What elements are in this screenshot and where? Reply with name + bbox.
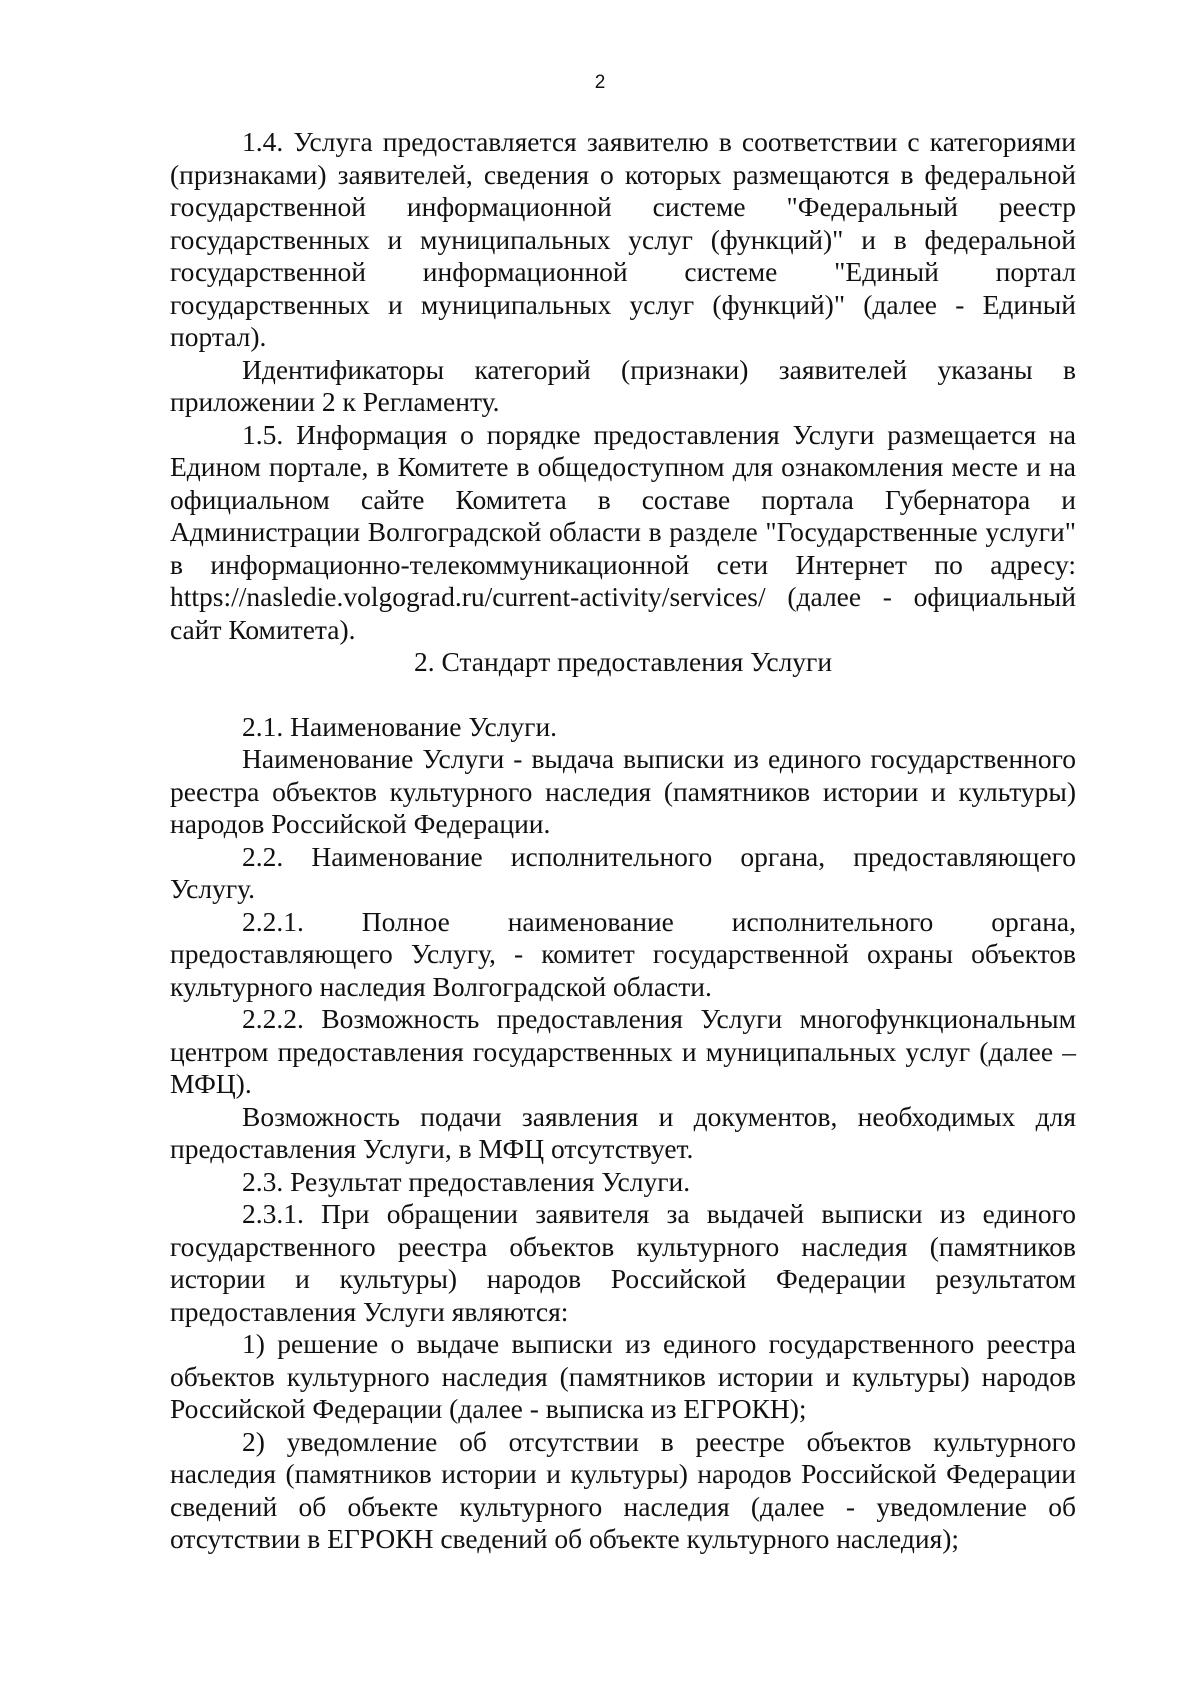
paragraph-2-2-2: 2.2.2. Возможность предоставления Услуги многофункциональным центром предоставления государственных и муниципальных услуг (далее – МФЦ). [170, 1003, 1076, 1099]
paragraph-2-3: 2.3. Результат предоставления Услуги. [242, 1165, 691, 1197]
paragraph-2-2: 2.2. Наименование исполнительного органа, предоставляющего Услугу. [170, 840, 1076, 904]
paragraph-2-2-1: 2.2.1. Полное наименование исполнительного органа, предоставляющего Услугу, - комитет государственной охраны объектов культурного наследия Волгоградской области. [170, 905, 1076, 1002]
paragraph-2-1: 2.1. Наименование Услуги. [242, 710, 558, 742]
paragraph-1-5: 1.5. Информация о порядке предоставления Услуги размещается на Едином портале, в Комитете в общедоступном для ознакомления месте и на официальном сайте Комитета в составе портала Губернатора и Администрации Волгоградской области в разделе "Государственные услуги" в информационно-телекоммуникационной сети Интернет по адресу: https://nasledie.volgograd.ru/current-activity/services/ (далее - официальный сайт Комитета). [170, 418, 1076, 645]
section-heading-2: 2. Стандарт предоставления Услуги [413, 646, 833, 677]
paragraph-2-3-1: 2.3.1. При обращении заявителя за выдачей выписки из единого государственного реестра объектов культурного наследия (памятников истории и культуры) народов Российской Федерации результатом предоставления Услуги являются: [170, 1198, 1076, 1327]
paragraph-applicant-identifiers: Идентификаторы категорий (признаки) заявителей указаны в приложении 2 к Регламенту. [170, 353, 1076, 417]
document-body [170, 126, 1076, 1556]
paragraph-mfc-submission: Возможность подачи заявления и документов, необходимых для предоставления Услуги, в МФЦ отсутствует. [170, 1100, 1076, 1164]
list-item-1: 1) решение о выдаче выписки из единого государственного реестра объектов культурного наследия (памятников истории и культуры) народов Российской Федерации (далее - выписка из ЕГРОКН); [170, 1328, 1076, 1424]
page-number: 2 [594, 72, 606, 93]
paragraph-service-name: Наименование Услуги - выдача выписки из единого государственного реестра объектов культурного наследия (памятников истории и культуры) народов Российской Федерации. [170, 743, 1076, 839]
paragraph-1-4: 1.4. Услуга предоставляется заявителю в соответствии с категориями (признаками) заявителей, сведения о которых размещаются в федеральной государственной информационной системе "Федеральный реестр государственных и муниципальных услуг (функций)" и в федеральной государственной информационной системе "Единый портал государственных и муниципальных услуг (функций)" (далее - Единый портал). [170, 126, 1076, 352]
list-item-2: 2) уведомление об отсутствии в реестре объектов культурного наследия (памятников истории и культуры) народов Российской Федерации сведений об объекте культурного наследия (далее - уведомление об отсутствии в ЕГРОКН сведений об объекте культурного наследия); [170, 1425, 1076, 1554]
spacer [170, 679, 1076, 711]
